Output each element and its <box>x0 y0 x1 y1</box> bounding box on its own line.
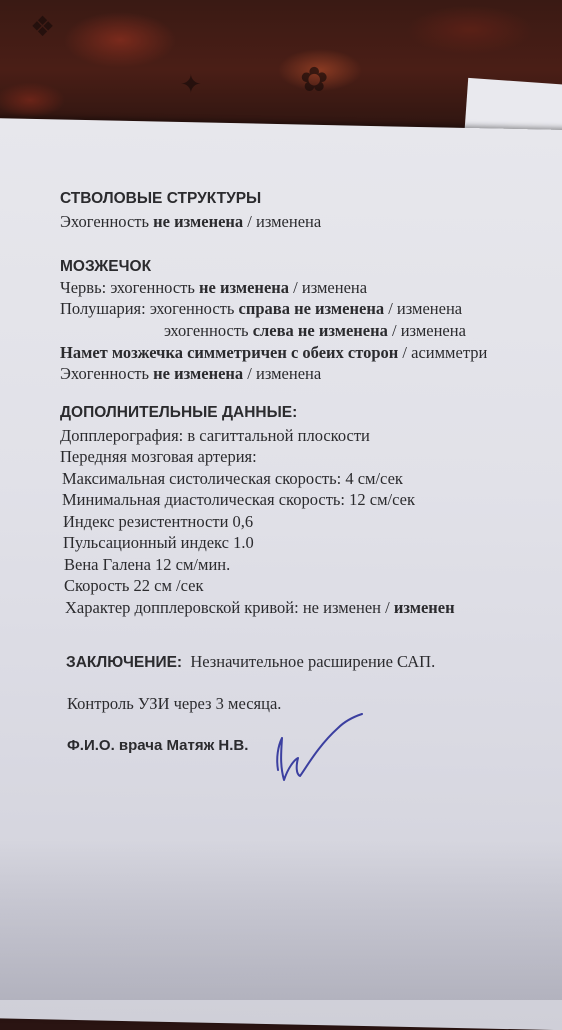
section-title-additional: ДОПОЛНИТЕЛЬНЫЕ ДАННЫЕ: <box>60 404 298 421</box>
diastolic-speed: Минимальная диастолическая скорость: 12 см/сек <box>62 490 415 509</box>
carpet-pattern: ✦ <box>180 70 202 100</box>
hemispheres-right: Полушария: эхогенность справа не изменена / изменена <box>60 299 463 318</box>
conclusion-line: ЗАКЛЮЧЕНИЕ: Незначительное расширение САП. <box>66 652 436 671</box>
carpet-pattern: ❖ <box>30 10 56 43</box>
control-line: Контроль УЗИ через 3 месяца. <box>67 694 282 713</box>
galen-vein: Вена Галена 12 см/мин. <box>64 555 231 574</box>
carpet-pattern: ✿ <box>300 60 329 100</box>
resistance-index: Индекс резистентности 0,6 <box>63 512 254 531</box>
doppler-line: Допплерография: в сагиттальной плоскости <box>60 426 370 445</box>
doppler-curve-character: Характер допплеровской кривой: не изменен / изменен <box>65 598 455 617</box>
pulsation-index: Пульсационный индекс 1.0 <box>63 533 254 552</box>
section-title-cerebellum: МОЗЖЕЧОК <box>60 258 152 275</box>
paper-shadow <box>0 840 562 1000</box>
brainstem-echogenicity: Эхогенность не изменена / изменена <box>60 212 322 231</box>
vermis-echogenicity: Червь: эхогенность не изменена / изменена <box>60 278 368 297</box>
systolic-speed: Максимальная систолическая скорость: 4 см/сек <box>62 469 403 488</box>
doctor-signature <box>266 708 376 788</box>
hemispheres-left: эхогенность слева не изменена / изменена <box>164 321 466 340</box>
cerebellum-echogenicity: Эхогенность не изменена / изменена <box>60 364 322 383</box>
artery-line: Передняя мозговая артерия: <box>60 447 257 466</box>
speed-line: Скорость 22 см /сек <box>64 576 204 595</box>
section-title-brainstem: СТВОЛОВЫЕ СТРУКТУРЫ <box>60 190 262 207</box>
doctor-name: Ф.И.О. врача Матяж Н.В. <box>67 737 249 754</box>
tentorium: Намет мозжечка симметричен с обеих сторон / асимметри <box>60 343 488 362</box>
